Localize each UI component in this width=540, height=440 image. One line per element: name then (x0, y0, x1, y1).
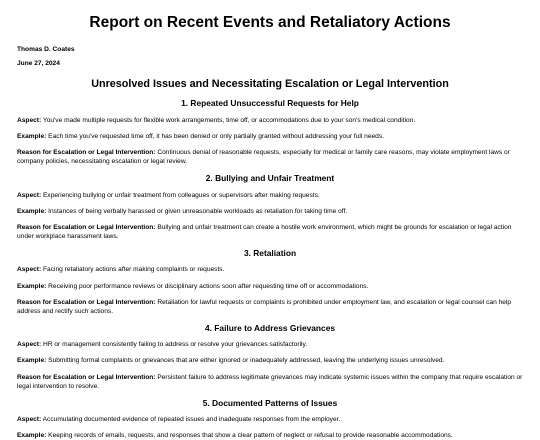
section-paragraph (17, 207, 523, 216)
paragraph-label: Reason for Escalation or Legal Intervention: (17, 148, 156, 156)
section-paragraph (17, 282, 523, 291)
paragraph-label: Reason for Escalation or Legal Intervention: (17, 223, 156, 231)
paragraph-label: Example: (17, 132, 47, 140)
section-title: 4. Failure to Address Grievances (204, 322, 336, 333)
section-paragraph (17, 340, 523, 349)
paragraph-label: Reason for Escalation or Legal Intervention: (17, 373, 156, 381)
paragraph-label: Example: (17, 357, 47, 365)
section-paragraph (17, 356, 523, 365)
document-date: June 27, 2024 (17, 60, 60, 68)
paragraph-label: Aspect: (17, 266, 42, 274)
section-title: 1. Repeated Unsuccessful Requests for Help (181, 98, 359, 109)
section-paragraph (17, 132, 523, 141)
section-paragraph (17, 148, 523, 166)
paragraph-label: Example: (17, 432, 47, 440)
main-heading: Unresolved Issues and Necessitating Escalation or Legal Intervention (91, 77, 449, 90)
section-paragraph (17, 191, 523, 200)
paragraph-label: Aspect: (17, 116, 42, 124)
paragraph-text: Facing retaliatory actions after making complaints or requests. (43, 266, 225, 274)
paragraph-text: Experiencing bullying or unfair treatment from colleagues or supervisors after making requests. (43, 191, 320, 199)
section-paragraph (17, 431, 523, 440)
paragraph-text: Receiving poor performance reviews or disciplinary actions soon after requesting time off or accommodations. (48, 282, 369, 290)
paragraph-text: HR or management consistently failing to address or resolve your grievances satisfactorily. (43, 341, 308, 349)
paragraph-text: Accumulating documented evidence of repeated issues and inadequate responses from the employer. (42, 416, 341, 424)
paragraph-text: Submitting formal complaints or grievances that are either ignored or inadequately addressed, leaving the underlying issues unresolved. (48, 357, 445, 365)
sections-container (17, 98, 523, 440)
section-paragraph (17, 116, 523, 125)
paragraph-label: Aspect: (17, 341, 42, 349)
paragraph-text: Instances of being verbally harassed or given unreasonable workloads as retaliation for taking time off. (48, 207, 348, 215)
document-title: Report on Recent Events and Retaliatory Actions (89, 14, 451, 31)
section-paragraph (17, 298, 523, 316)
paragraph-text: Retaliation for lawful requests or complaints is prohibited under employment law, and escalation or legal counsel can help address and rectify such actions. (17, 298, 512, 315)
paragraph-label: Aspect: (17, 416, 42, 424)
section-title: 2. Bullying and Unfair Treatment (205, 173, 335, 184)
paragraph-label: Example: (17, 282, 47, 290)
paragraph-label: Reason for Escalation or Legal Intervention: (17, 298, 156, 306)
paragraph-label: Example: (17, 207, 47, 215)
paragraph-text: Keeping records of emails, requests, and responses that show a clear pattern of neglect or refusal to provide reasonable accommodations. (48, 432, 453, 440)
paragraph-text: Continuous denial of reasonable requests, especially for medical or family care reasons, may violate employment laws or company policies, necessitating escalation or legal review. (17, 148, 510, 165)
section-paragraph (17, 373, 523, 391)
paragraph-label: Aspect: (17, 191, 42, 199)
document-author: Thomas D. Coates (17, 45, 75, 53)
section-paragraph (17, 265, 523, 274)
paragraph-text: Each time you've requested time off, it has been denied or only partially granted without addressing your full needs. (48, 132, 384, 140)
section-title: 5. Documented Patterns of Issues (202, 397, 338, 408)
section-title: 3. Retaliation (243, 247, 297, 258)
section-paragraph (17, 415, 523, 424)
paragraph-text: Persistent failure to address legitimate grievances may indicate systemic issues within the company that require escalation or legal intervention to resolve. (17, 373, 523, 390)
paragraph-text: You've made multiple requests for flexible work arrangements, time off, or accommodations due to your son's medical condition. (42, 116, 416, 124)
paragraph-text: Bullying and unfair treatment can create a hostile work environment, which might be grounds for escalation or legal action under workplace harassment laws. (17, 223, 512, 240)
section-paragraph (17, 223, 523, 241)
